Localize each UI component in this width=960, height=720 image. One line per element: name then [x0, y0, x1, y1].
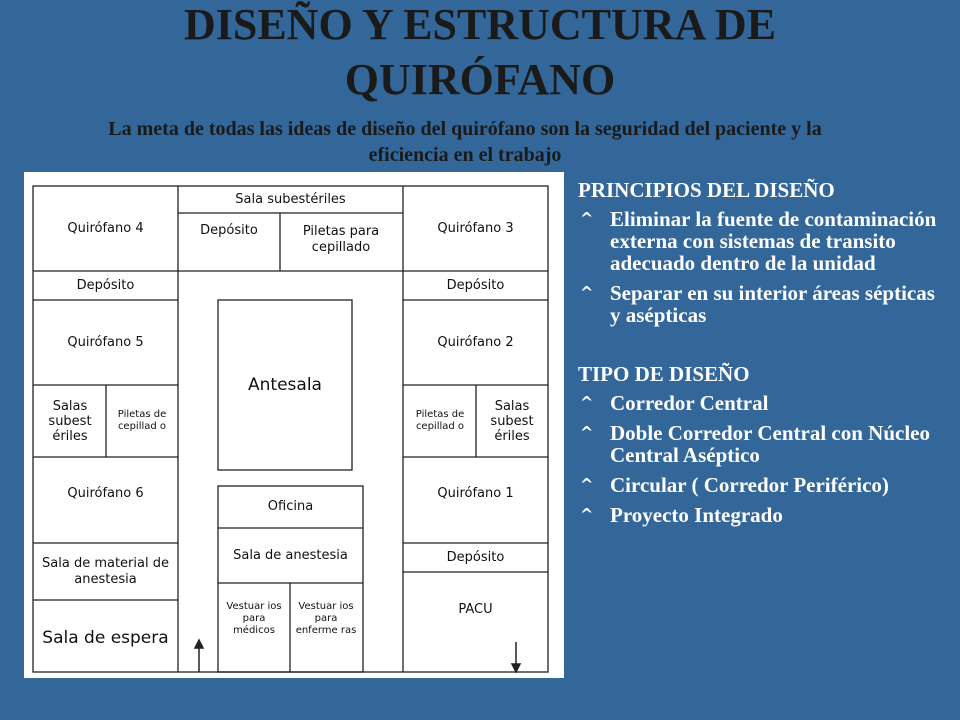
bullet-icon: ^ — [580, 393, 594, 412]
room-sala-subesteriles: Sala subestériles — [235, 191, 346, 207]
bullet-icon: ^ — [580, 423, 594, 442]
room-sala-anestesia: Sala de anestesia — [233, 547, 348, 563]
tipo-heading: TIPO DE DISEÑO — [578, 362, 750, 386]
title-line-1: DISEÑO Y ESTRUCTURA DE — [183, 0, 777, 49]
room-deposito-lower-right: Depósito — [446, 549, 505, 565]
room-deposito-left: Depósito — [76, 277, 135, 293]
bullet-icon: ^ — [580, 283, 594, 302]
principios-item — [578, 282, 948, 326]
room-sala-espera: Sala de espera — [42, 628, 169, 648]
tipo-item — [578, 474, 948, 496]
tipo-item — [578, 422, 948, 466]
room-quirofano-2: Quirófano 2 — [437, 334, 514, 350]
room-deposito-right: Depósito — [446, 277, 505, 293]
tipo-item-text: Doble Corredor Central con Núcleo Central Aséptico — [610, 421, 931, 467]
room-piletas-top: Piletas para cepillado — [302, 224, 380, 255]
design-text-panel — [578, 178, 948, 526]
tipo-item-text: Proyecto Integrado — [610, 503, 783, 527]
room-salas-subesteriles-right: Salas subest ériles — [490, 398, 534, 444]
room-quirofano-5: Quirófano 5 — [67, 334, 144, 350]
room-salas-subesteriles-left: Salas subest ériles — [48, 398, 92, 444]
room-quirofano-4: Quirófano 4 — [67, 220, 144, 236]
room-deposito-top: Depósito — [200, 223, 258, 238]
room-sala-material-anestesia: Sala de material de anestesia — [42, 555, 169, 587]
room-piletas-left: Piletas de cepillad o — [117, 409, 167, 432]
room-vestuarios-enfermeras: Vestuar ios para enferme ras — [295, 601, 357, 636]
principios-item-text: Eliminar la fuente de contaminación externa con sistemas de transito adecuado dentro de la unidad — [610, 207, 937, 275]
bullet-icon: ^ — [580, 475, 594, 494]
tipo-item-text: Corredor Central — [610, 391, 769, 415]
tipo-item — [578, 504, 948, 526]
room-pacu: PACU — [458, 602, 493, 617]
subtitle: La meta de todas las ideas de diseño del quirófano son la seguridad del paciente y la eficiencia en el trabajo — [108, 118, 822, 166]
bullet-icon: ^ — [580, 505, 594, 524]
principios-item-text: Separar en su interior áreas sépticas y asépticas — [610, 281, 935, 327]
room-vestuarios-medicos: Vestuar ios para médicos — [226, 601, 282, 636]
bullet-icon: ^ — [580, 209, 594, 228]
room-quirofano-1: Quirófano 1 — [437, 486, 514, 501]
room-quirofano-6: Quirófano 6 — [67, 486, 144, 501]
room-oficina: Oficina — [267, 499, 314, 514]
tipo-item-text: Circular ( Corredor Periférico) — [610, 473, 889, 497]
floor-plan — [24, 172, 564, 678]
room-antesala: Antesala — [248, 375, 322, 395]
room-piletas-right: Piletas de cepillad o — [415, 409, 465, 432]
title-line-2: QUIRÓFANO — [344, 55, 616, 104]
principios-item — [578, 208, 948, 274]
room-quirofano-3: Quirófano 3 — [437, 220, 514, 236]
principios-heading: PRINCIPIOS DEL DISEÑO — [578, 178, 835, 202]
tipo-item — [578, 392, 948, 414]
